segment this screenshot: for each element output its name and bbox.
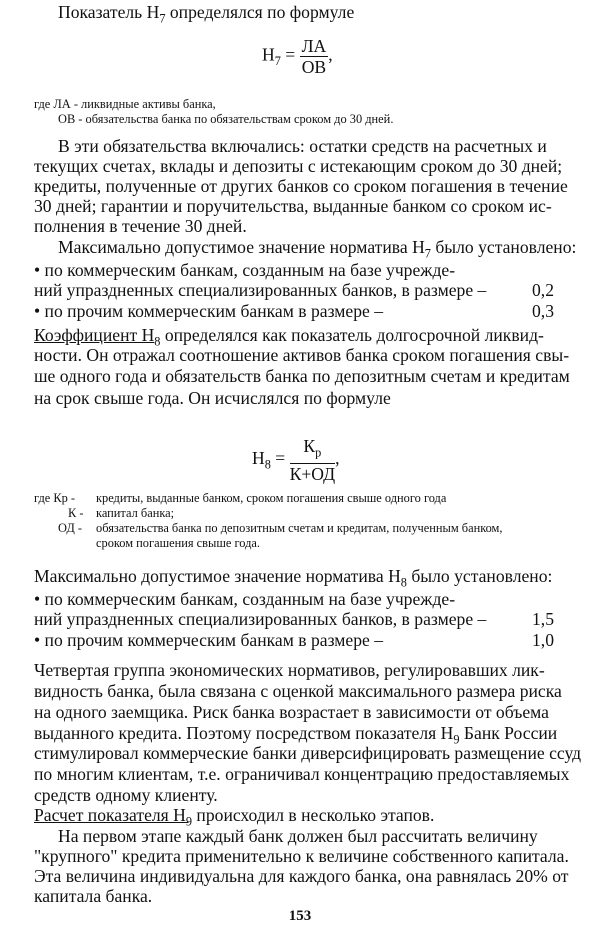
- calc-n9-line: Расчет показателя $Н_9$ происходил в несколько этапов.: [34, 805, 435, 829]
- definition-la: где ЛА - ликвидные активы банка,: [34, 97, 216, 111]
- definition-k-term: К -: [68, 506, 84, 520]
- paragraph-line: Четвертая группа экономических нормативов, регулировавших лик-: [34, 660, 545, 680]
- bullet-item: • по прочим коммерческим банкам в размере –: [34, 301, 384, 321]
- paragraph-line: выданного кредита. Поэтому посредством показателя $Н_9$ Банк России: [34, 723, 558, 747]
- coef-n8-line: Коэффициент $Н_8$ определялся как показатель долгосрочной ликвид-: [34, 325, 544, 349]
- max-n8-line: Максимально допустимое значение норматива $Н_8$ было установлено:: [34, 566, 553, 590]
- page-number: 153: [288, 908, 312, 924]
- formula-n8: $Н_8$ = $\frac{К_р}{К+ОД}$ ,: [252, 436, 340, 484]
- definition-od: обязательства банка по депозитным счетам и кредитам, полученным банком,: [96, 521, 503, 535]
- paragraph-line: 30 дней; гарантии и поручительства, выданные банком со сроком ис-: [34, 196, 552, 216]
- paragraph-line: "крупного" кредита применительно к величине собственного капитала.: [34, 846, 569, 866]
- definition-kr: кредиты, выданные банком, сроком погашения свыше одного года: [96, 491, 447, 505]
- definition-od-term: ОД -: [58, 521, 83, 535]
- paragraph-line: стимулировал коммерческие банки диверсифицировать размещение ссуд: [34, 743, 582, 763]
- bullet-value: 0,3: [532, 301, 554, 321]
- bullet-value: 1,0: [532, 630, 554, 650]
- formula-n7: $Н_7$ = $\frac{ЛА}{ОВ}$ ,: [262, 36, 333, 77]
- paragraph-line: видность банка, была связана с оценкой максимального размера риска: [34, 681, 562, 701]
- bullet-item-cont: ний упраздненных специализированных банков, в размере –: [34, 280, 487, 300]
- paragraph-line: ше одного года и обязательств банка по депозитным счетам и кредитам: [34, 366, 570, 386]
- bullet-item: • по коммерческим банкам, созданным на базе учрежде-: [34, 260, 456, 280]
- paragraph-line: ности. Он отражал соотношение активов банка сроком погашения свы-: [34, 345, 570, 365]
- paragraph-line: средств одному клиенту.: [34, 785, 218, 805]
- bullet-item: • по прочим коммерческим банкам в размере –: [34, 630, 384, 650]
- bullet-item: • по коммерческим банкам, созданным на базе учрежде-: [34, 589, 456, 609]
- paragraph-line: капитала банка.: [34, 886, 153, 906]
- definition-k: капитал банка;: [96, 506, 175, 520]
- max-n7-line: Максимально допустимое значение норматива $Н_7$ было установлено:: [58, 237, 577, 261]
- paragraph-line: полнения в течение 30 дней.: [34, 216, 247, 236]
- paragraph-line: на срок свыше года. Он исчислялся по формуле: [34, 388, 391, 408]
- definition-ov: ОВ - обязательства банка по обязательствам сроком до 30 дней.: [58, 112, 394, 126]
- paragraph-line: На первом этапе каждый банк должен был рассчитать величину: [58, 826, 538, 846]
- paragraph-line: В эти обязательства включались: остатки средств на расчетных и: [58, 136, 547, 156]
- bullet-value: 0,2: [532, 280, 554, 300]
- paragraph-line: текущих счетах, вклады и депозиты с истекающим сроком до 30 дней;: [34, 156, 563, 176]
- paragraph-line: кредиты, полученные от других банков со сроком погашения в течение: [34, 176, 568, 196]
- definition-od-cont: сроком погашения свыше года.: [96, 536, 261, 550]
- paragraph-line: по многим клиентам, т.е. ограничивал концентрацию предоставляемых: [34, 764, 570, 784]
- bullet-value: 1,5: [532, 609, 554, 629]
- definition-kr-term: где Кр -: [34, 491, 76, 505]
- paragraph-line: на одного заемщика. Риск банка возрастает в зависимости от объема: [34, 702, 549, 722]
- bullet-item-cont: ний упраздненных специализированных банков, в размере –: [34, 609, 487, 629]
- intro-line: Показатель $Н_7$ определялся по формуле: [58, 2, 355, 26]
- paragraph-line: Эта величина индивидуальна для каждого банка, она равнялась 20% от: [34, 866, 569, 886]
